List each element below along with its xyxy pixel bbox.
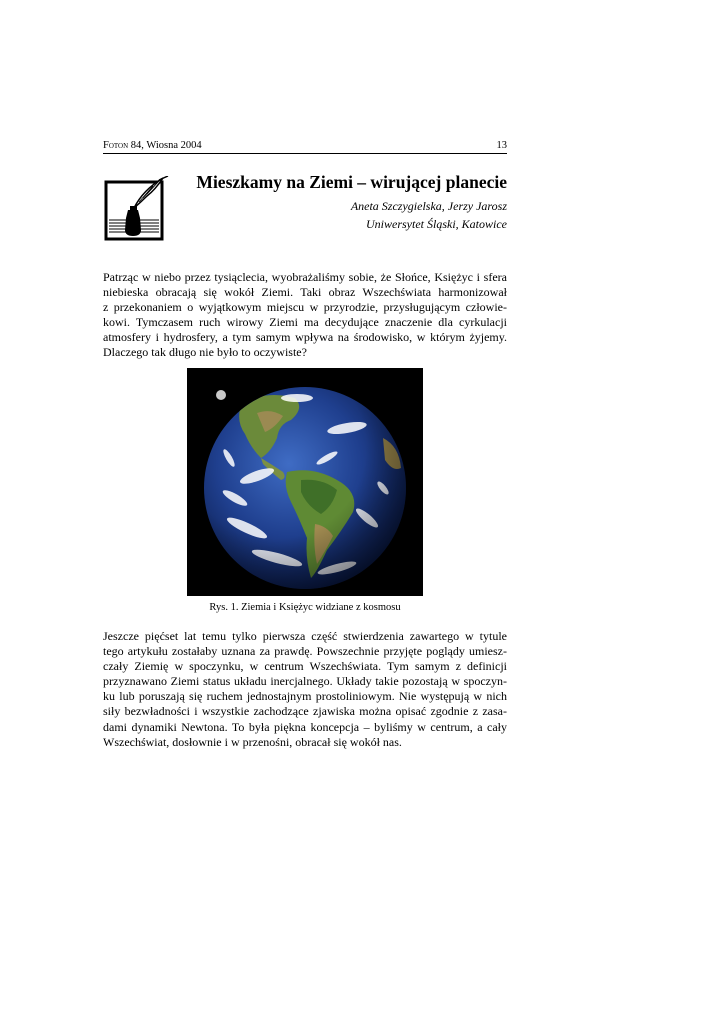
text-line: czały Ziemię w spoczynku, w centrum Wszechświata. Tym samym z definicji [103,659,507,674]
figure-caption: Rys. 1. Ziemia i Księżyc widziane z kosmosu [209,602,401,613]
text-line: atmosfery i hydrosfery, a tym samym wpływa na środowisko, w którym żyjemy. [103,330,507,345]
running-head-journal [103,140,202,152]
text-line: z przekonaniem o wyjątkowym miejscu w przyrodzie, przysługującym człowie- [103,300,507,315]
article-title: Mieszkamy na Ziemi – wirującej planecie [196,172,507,192]
text-line: niebieska obracają się wokół Ziemi. Taki obraz Wszechświata harmonizował [103,285,507,300]
moon [216,390,226,400]
text-line: dami dynamiki Newtona. To była piękna koncepcja – byliśmy w centrum, a cały [103,719,507,734]
text-line: przyznawano Ziemi status układu inercjalnego. Układy takie pozostają w spoczyn- [103,674,507,689]
article-authors: Aneta Szczygielska, Jerzy Jarosz [350,199,507,213]
text-line: siły bezwładności i wszystkie zachodzące zjawiska można opisać zgodnie z zasa- [103,704,507,719]
text-line: ku lub poruszają się ruchem jednostajnym prostoliniowym. Nie występują w nich [103,689,507,704]
text-line: kowi. Tymczasem ruch wirowy Ziemi ma decydujące znaczenie dla cyrkulacji [103,315,507,330]
earth-moon-photo [187,368,423,596]
article-affiliation: Uniwersytet Śląski, Katowice [366,217,507,231]
text-line: tego artykułu zostałaby uznana za prawdę. Powszechnie przyjęte poglądy umiesz- [103,644,507,659]
text-line: Patrząc w niebo przez tysiąclecia, wyobrażaliśmy sobie, że Słońce, Księżyc i sfera [103,270,507,284]
page-number: 13 [496,140,507,151]
journal-issue: 84, Wiosna 2004 [128,140,202,151]
text-line: Jeszcze pięćset lat temu tylko pierwsza część stwierdzenia zawartego w tytule [103,629,507,643]
paragraph-1 [103,270,507,361]
journal-name: Foton [103,140,129,151]
text-line: Dlaczego tak długo nie było to oczywiste? [103,345,307,360]
text-line: Wszechświat, dosłownie i w przenośni, obracał się wokół nas. [103,734,402,749]
running-head [103,140,507,154]
paragraph-2 [103,629,507,750]
